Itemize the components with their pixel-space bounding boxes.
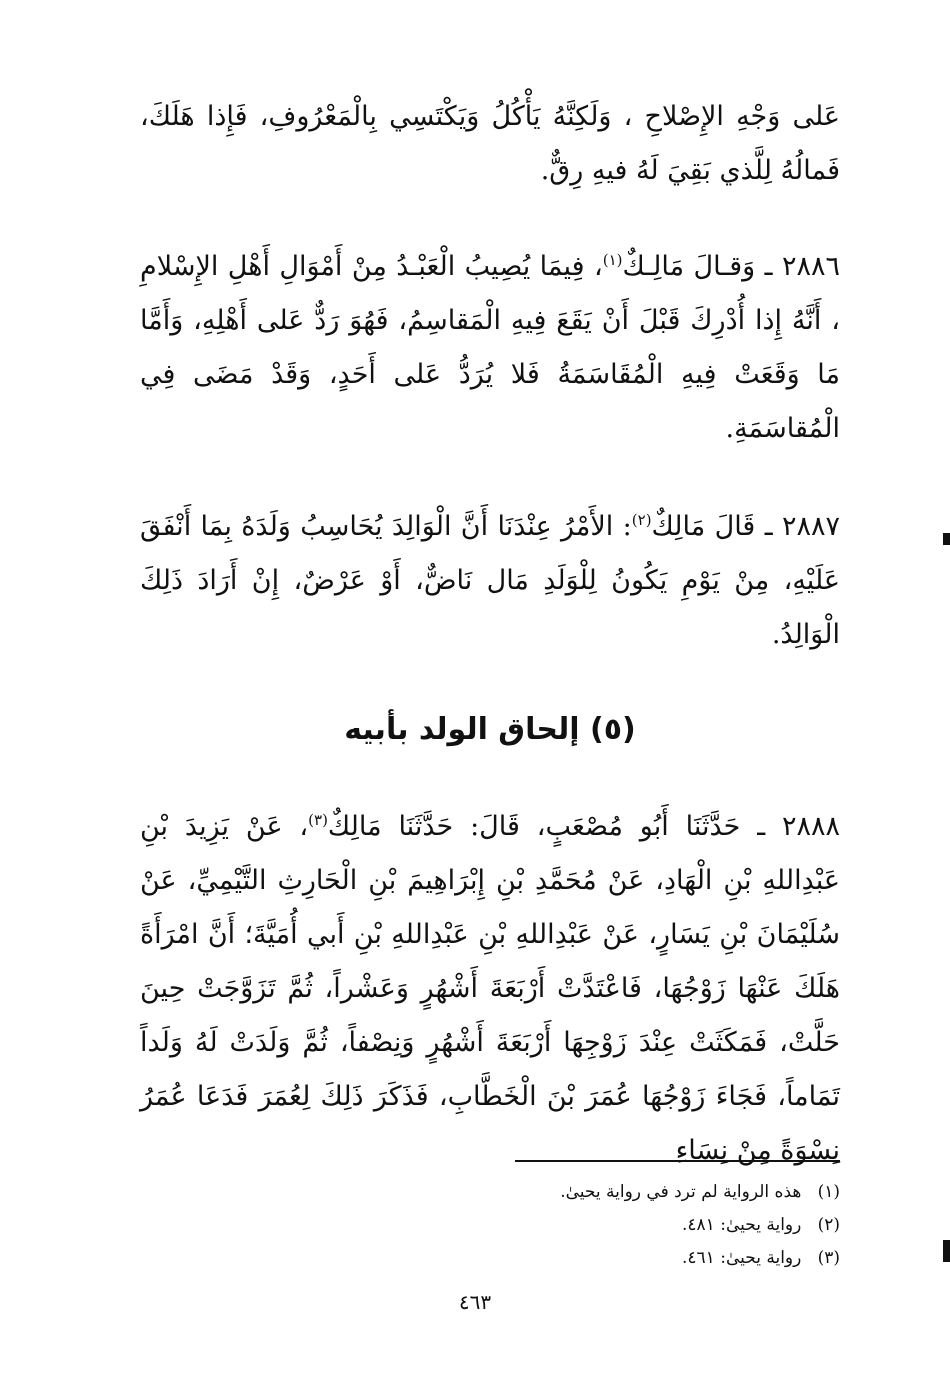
- footnote-marker: (٣): [817, 1248, 840, 1268]
- footnote-divider: [515, 1160, 840, 1162]
- footnote-text: هذه الرواية لم ترد في رواية يحيىٰ.: [560, 1182, 802, 1202]
- paragraph-text: : الأَمْرُ عِنْدَنَا أَنَّ الْوَالِدَ يُحَاسِبُ وَلَدَهُ بِمَا أَنْفَقَ عَلَيْهِ، مِنْ يَوْمِ يَكُونُ لِلْوَلَدِ مَال نَاضٌّ، أَوْ عَرْضٌ، إِنْ أَرَادَ ذَلِكَ الْوَالِدُ.: [140, 511, 840, 650]
- paragraph-text: ، فِيمَا يُصِيبُ الْعَبْـدُ مِنْ أَمْوَالِ أَهْلِ الإِسْلامِ ، أَنَّهُ إِذا أُدْرِكَ قَبْلَ أَنْ يَقَعَ فِيهِ الْمَقاسِمُ، فَهُوَ رَدٌّ عَلى أَهْلِهِ، وَأَمَّا مَا وَقَعَتْ فِيهِ الْمُقَاسَمَةُ فَلا يُرَدُّ عَلى أَحَدٍ، وَقَدْ مَضَى فِي الْمُقاسَمَةِ.: [140, 251, 840, 444]
- section-heading: (٥) إلحاق الولد بأبيه: [344, 712, 636, 747]
- paragraph-number: ٢٨٨٧ ـ: [764, 511, 841, 542]
- footnote-ref: (٢): [631, 511, 652, 529]
- paragraph-continuation: [140, 90, 840, 198]
- footnotes-list: [380, 1176, 840, 1275]
- footnote-ref: (٣): [308, 811, 328, 829]
- paragraph-lead: حَدَّثَنَا أَبُو مُصْعَبٍ، قَالَ: حَدَّثَنَا مَالِكٌ: [327, 811, 741, 842]
- paragraph-2887: [140, 500, 840, 662]
- footnote-text: رواية يحيىٰ: ٤٦١.: [682, 1248, 802, 1268]
- paragraph-text: ، عَنْ يَزِيدَ بْنِ عَبْدِاللهِ بْنِ الْهَادِ، عَنْ مُحَمَّدِ بْنِ إِبْرَاهِيمَ بْنِ الْحَارِثِ التَّيْمِيِّ، عَنْ سُلَيْمَانَ بْنِ يَسَارٍ، عَنْ عَبْدِاللهِ بْنِ عَبْدِاللهِ بْنِ أَبي أُمَيَّةَ؛ أَنَّ امْرَأَةً هَلَكَ عَنْهَا زَوْجُهَا، فَاعْتَدَّتْ أَرْبَعَةَ أَشْهُرٍ وَعَشْراً، ثُمَّ تَزَوَّجَتْ حِينَ حَلَّتْ، فَمَكَثَتْ عِنْدَ زَوْجِهَا أَرْبَعَةَ أَشْهُرٍ وَنِصْفاً، ثُمَّ وَلَدَتْ لَهُ وَلَداً تَمَاماً، فَجَاءَ زَوْجُهَا عُمَرَ بْنَ الْخَطَّابِ، فَذَكَرَ ذَلِكَ لِعُمَرَ فَدَعَا عُمَرُ نِسْوَةً مِنْ نِسَاءِ: [140, 811, 840, 1166]
- page-number: ٤٦٣: [458, 1290, 492, 1314]
- footnote-item: [380, 1209, 840, 1242]
- scan-edge-mark: [943, 1240, 950, 1262]
- footnote-text: رواية يحيىٰ: ٤٨١.: [682, 1215, 802, 1235]
- paragraph-2888: [140, 800, 840, 1178]
- paragraph-lead: قَالَ مَالِكٌ: [651, 511, 756, 542]
- footnote-ref: (١): [602, 251, 623, 269]
- paragraph-text: عَلى وَجْهِ الإِصْلاحِ ، وَلَكِنَّهُ يَأْكُلُ وَيَكْتَسِي بِالْمَعْرُوفِ، فَإِذا هَلَكَ، فَمالُهُ لِلَّذي بَقِيَ لَهُ فيهِ رِقٌّ.: [140, 101, 840, 186]
- footnote-marker: (٢): [817, 1215, 840, 1235]
- paragraph-lead: وَقـالَ مَالِـكٌ: [622, 251, 756, 282]
- paragraph-2886: [140, 240, 840, 456]
- footnote-item: [380, 1176, 840, 1209]
- scan-edge-mark: [943, 533, 950, 545]
- paragraph-number: ٢٨٨٨ ـ: [757, 811, 841, 842]
- paragraph-number: ٢٨٨٦ ـ: [764, 251, 840, 282]
- footnote-marker: (١): [817, 1182, 840, 1202]
- footnote-item: [380, 1242, 840, 1275]
